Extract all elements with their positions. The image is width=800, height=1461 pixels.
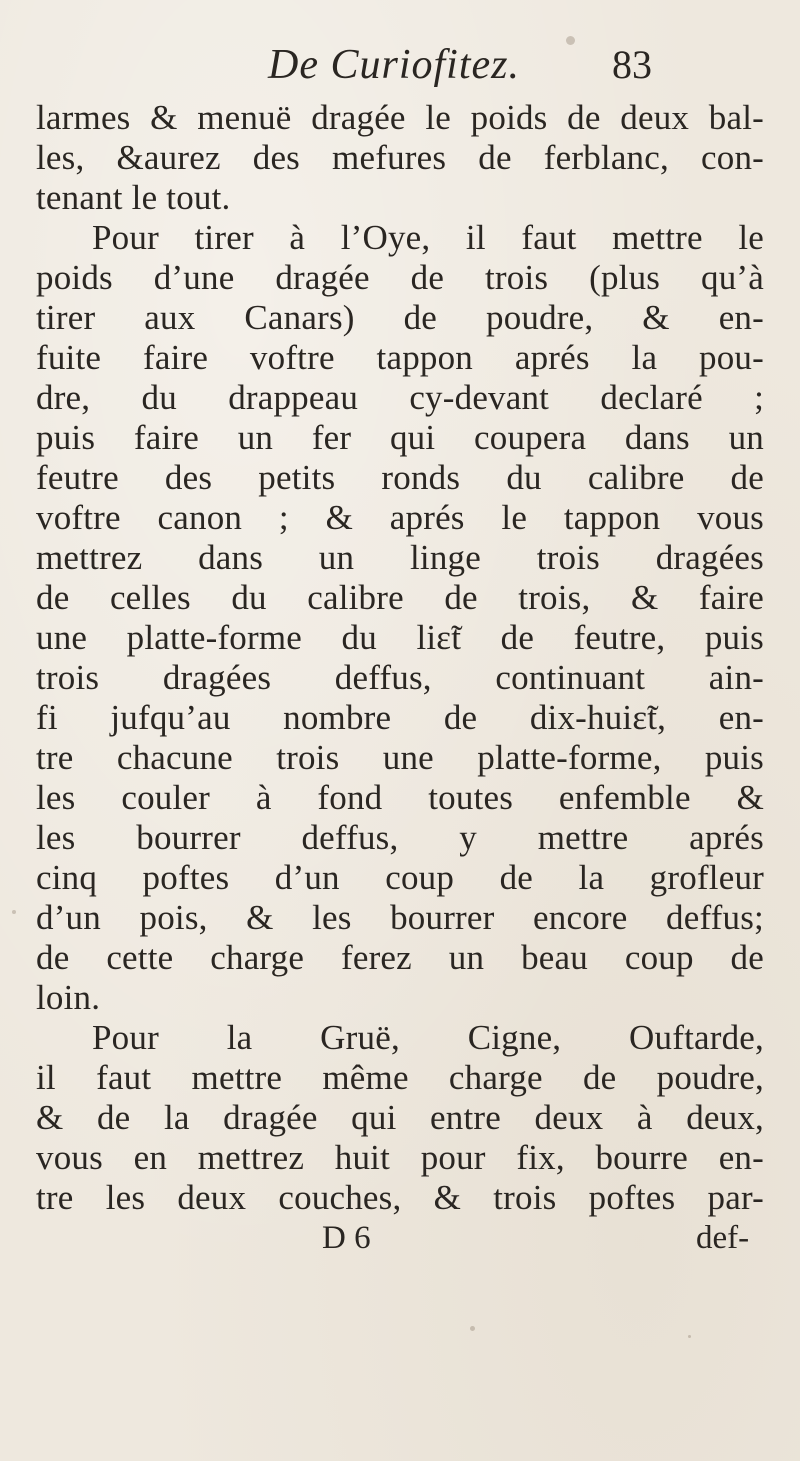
page-header (36, 40, 764, 98)
text-line: une platte-forme du liɛ̃t de feutre, puis (36, 618, 764, 657)
text-line: puis faire un fer qui coupera dans un (36, 418, 764, 457)
paper-speck (566, 36, 575, 45)
text-line: fuite faire voftre tappon aprés la pou- (36, 338, 764, 377)
text-line: & de la dragée qui entre deux à deux, (36, 1098, 764, 1137)
text-line: loin. (36, 978, 101, 1017)
text-line: les bourrer deffus, y mettre aprés (36, 818, 764, 857)
text-line: les, &aurez des mefures de ferblanc, con- (36, 138, 764, 177)
text-line: d’un pois, & les bourrer encore deffus; (36, 898, 764, 937)
paper-speck (470, 1326, 475, 1331)
text-line: il faut mettre même charge de poudre, (36, 1058, 764, 1097)
text-line: de cette charge ferez un beau coup de (36, 938, 764, 977)
text-line: tenant le tout. (36, 178, 231, 217)
body-text (36, 98, 764, 1218)
paper-speck (12, 910, 16, 914)
text-line: fi jufqu’au nombre de dix-huiɛ̃t, en- (36, 698, 764, 737)
text-line: tre chacune trois une platte-forme, puis (36, 738, 764, 777)
text-line: cinq poftes d’un coup de la grofleur (36, 858, 764, 897)
text-line: dre, du drappeau cy-devant declaré ; (36, 378, 764, 417)
paragraph-start-line: Pour la Gruë, Cigne, Ouftarde, (92, 1018, 764, 1057)
paragraph-start-line: Pour tirer à l’Oye, il faut mettre le (92, 218, 764, 257)
text-line: trois dragées deffus, continuant ain- (36, 658, 764, 697)
text-line: voftre canon ; & aprés le tappon vous (36, 498, 764, 537)
text-line: poids d’une dragée de trois (plus qu’à (36, 258, 764, 297)
running-title: De Curiofitez. (268, 42, 520, 88)
page-number: 83 (612, 42, 652, 87)
text-line: vous en mettrez huit pour fix, bourre en- (36, 1138, 764, 1177)
text-line: les couler à fond toutes enfemble & (36, 778, 764, 817)
text-line: de celles du calibre de trois, & faire (36, 578, 764, 617)
page-footer (36, 1218, 764, 1258)
text-line: tirer aux Canars) de poudre, & en- (36, 298, 764, 337)
text-line: mettrez dans un linge trois dragées (36, 538, 764, 577)
catchword: def- (696, 1220, 750, 1256)
text-line: feutre des petits ronds du calibre de (36, 458, 764, 497)
text-line: tre les deux couches, & trois poftes par- (36, 1178, 764, 1217)
text-line: larmes & menuë dragée le poids de deux bal- (36, 98, 764, 137)
signature-mark: D 6 (322, 1220, 371, 1256)
paper-speck (688, 1335, 691, 1338)
